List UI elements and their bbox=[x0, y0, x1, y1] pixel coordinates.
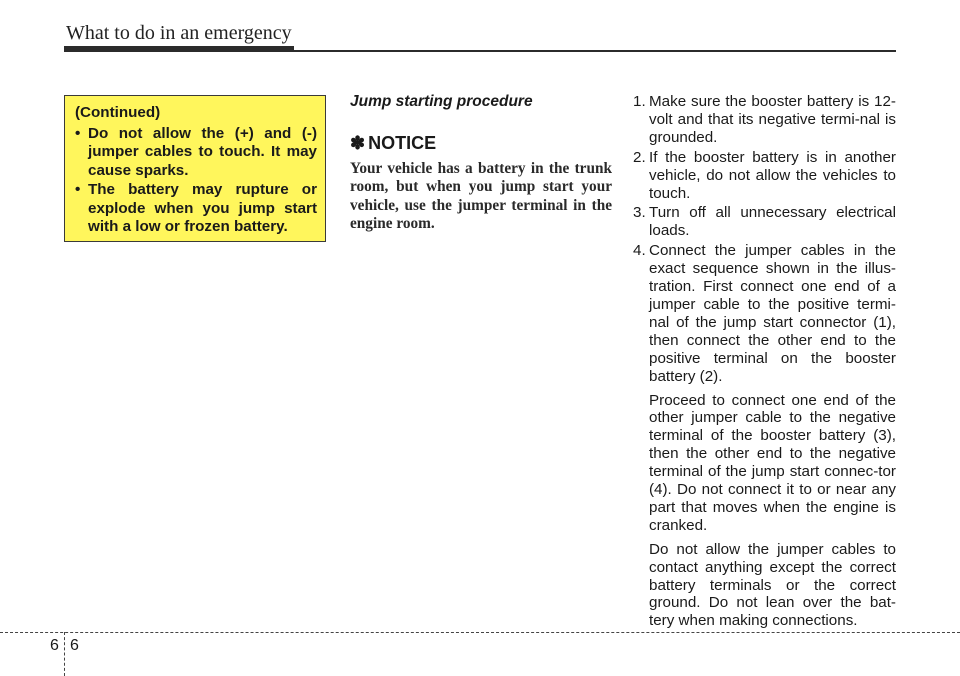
step-text: Make sure the booster battery is 12-volt and that its negative termi-nal is grounded. bbox=[649, 93, 896, 146]
chapter-number: 6 bbox=[50, 637, 59, 654]
caution-box bbox=[64, 95, 326, 242]
bullet-icon: • bbox=[75, 181, 81, 198]
middle-column bbox=[350, 93, 612, 233]
procedure-paragraph: Do not allow the jumper cables to contact anything except the correct battery terminals or the correct ground. Do not lean over the bat-tery when making connections. bbox=[649, 540, 896, 630]
procedure-step bbox=[633, 93, 896, 147]
caution-item bbox=[75, 125, 317, 181]
caution-item-text: Do not allow the (+) and (-) jumper cables to touch. It may cause sparks. bbox=[88, 124, 317, 179]
footer-rule bbox=[0, 632, 960, 633]
notice-title: NOTICE bbox=[368, 133, 437, 153]
notice-star-icon: ✽ bbox=[350, 133, 366, 153]
footer-divider bbox=[64, 632, 65, 676]
step-number: 4. bbox=[633, 242, 646, 260]
step-text: If the booster battery is in another vehicle, do not allow the vehicles to touch. bbox=[649, 148, 896, 202]
caution-list bbox=[75, 125, 317, 237]
procedure-step bbox=[633, 204, 896, 240]
caution-item-text: The battery may rupture or explode when you jump start with a low or frozen battery. bbox=[88, 181, 317, 235]
page-number: 6 bbox=[70, 637, 79, 654]
notice-heading bbox=[350, 133, 612, 154]
section-heading: Jump starting procedure bbox=[350, 93, 533, 110]
procedure-paragraph: Proceed to connect one end of the other jumper cable to the negative terminal of the booster battery (3), then the other end to the negative terminal of the jump start connec-tor (4). Do not connect it to or near any part that moves when the engine is cranked. bbox=[649, 391, 896, 534]
header-rule bbox=[64, 50, 896, 52]
step-number: 2. bbox=[633, 148, 646, 166]
caution-continued-label: (Continued) bbox=[75, 104, 161, 121]
step-number: 3. bbox=[633, 204, 646, 222]
bullet-icon: • bbox=[75, 124, 81, 142]
step-text: Connect the jumper cables in the exact sequence shown in the illus-tration. First connect one end of a jumper cable to the positive termi-nal of the jump start connector (1), then connect the other end to the positive terminal on the booster battery (2). bbox=[649, 242, 896, 385]
procedure-step bbox=[633, 149, 896, 203]
notice-text: Your vehicle has a battery in the trunk room, but when you jump start your vehicle, use the jumper terminal in the engine room. bbox=[350, 160, 612, 232]
step-text: Turn off all unnecessary electrical loads. bbox=[649, 204, 896, 240]
procedure-step bbox=[633, 242, 896, 385]
step-number: 1. bbox=[633, 93, 646, 110]
procedure-column bbox=[633, 93, 896, 632]
page-header-title: What to do in an emergency bbox=[66, 22, 292, 44]
caution-item bbox=[75, 181, 317, 237]
